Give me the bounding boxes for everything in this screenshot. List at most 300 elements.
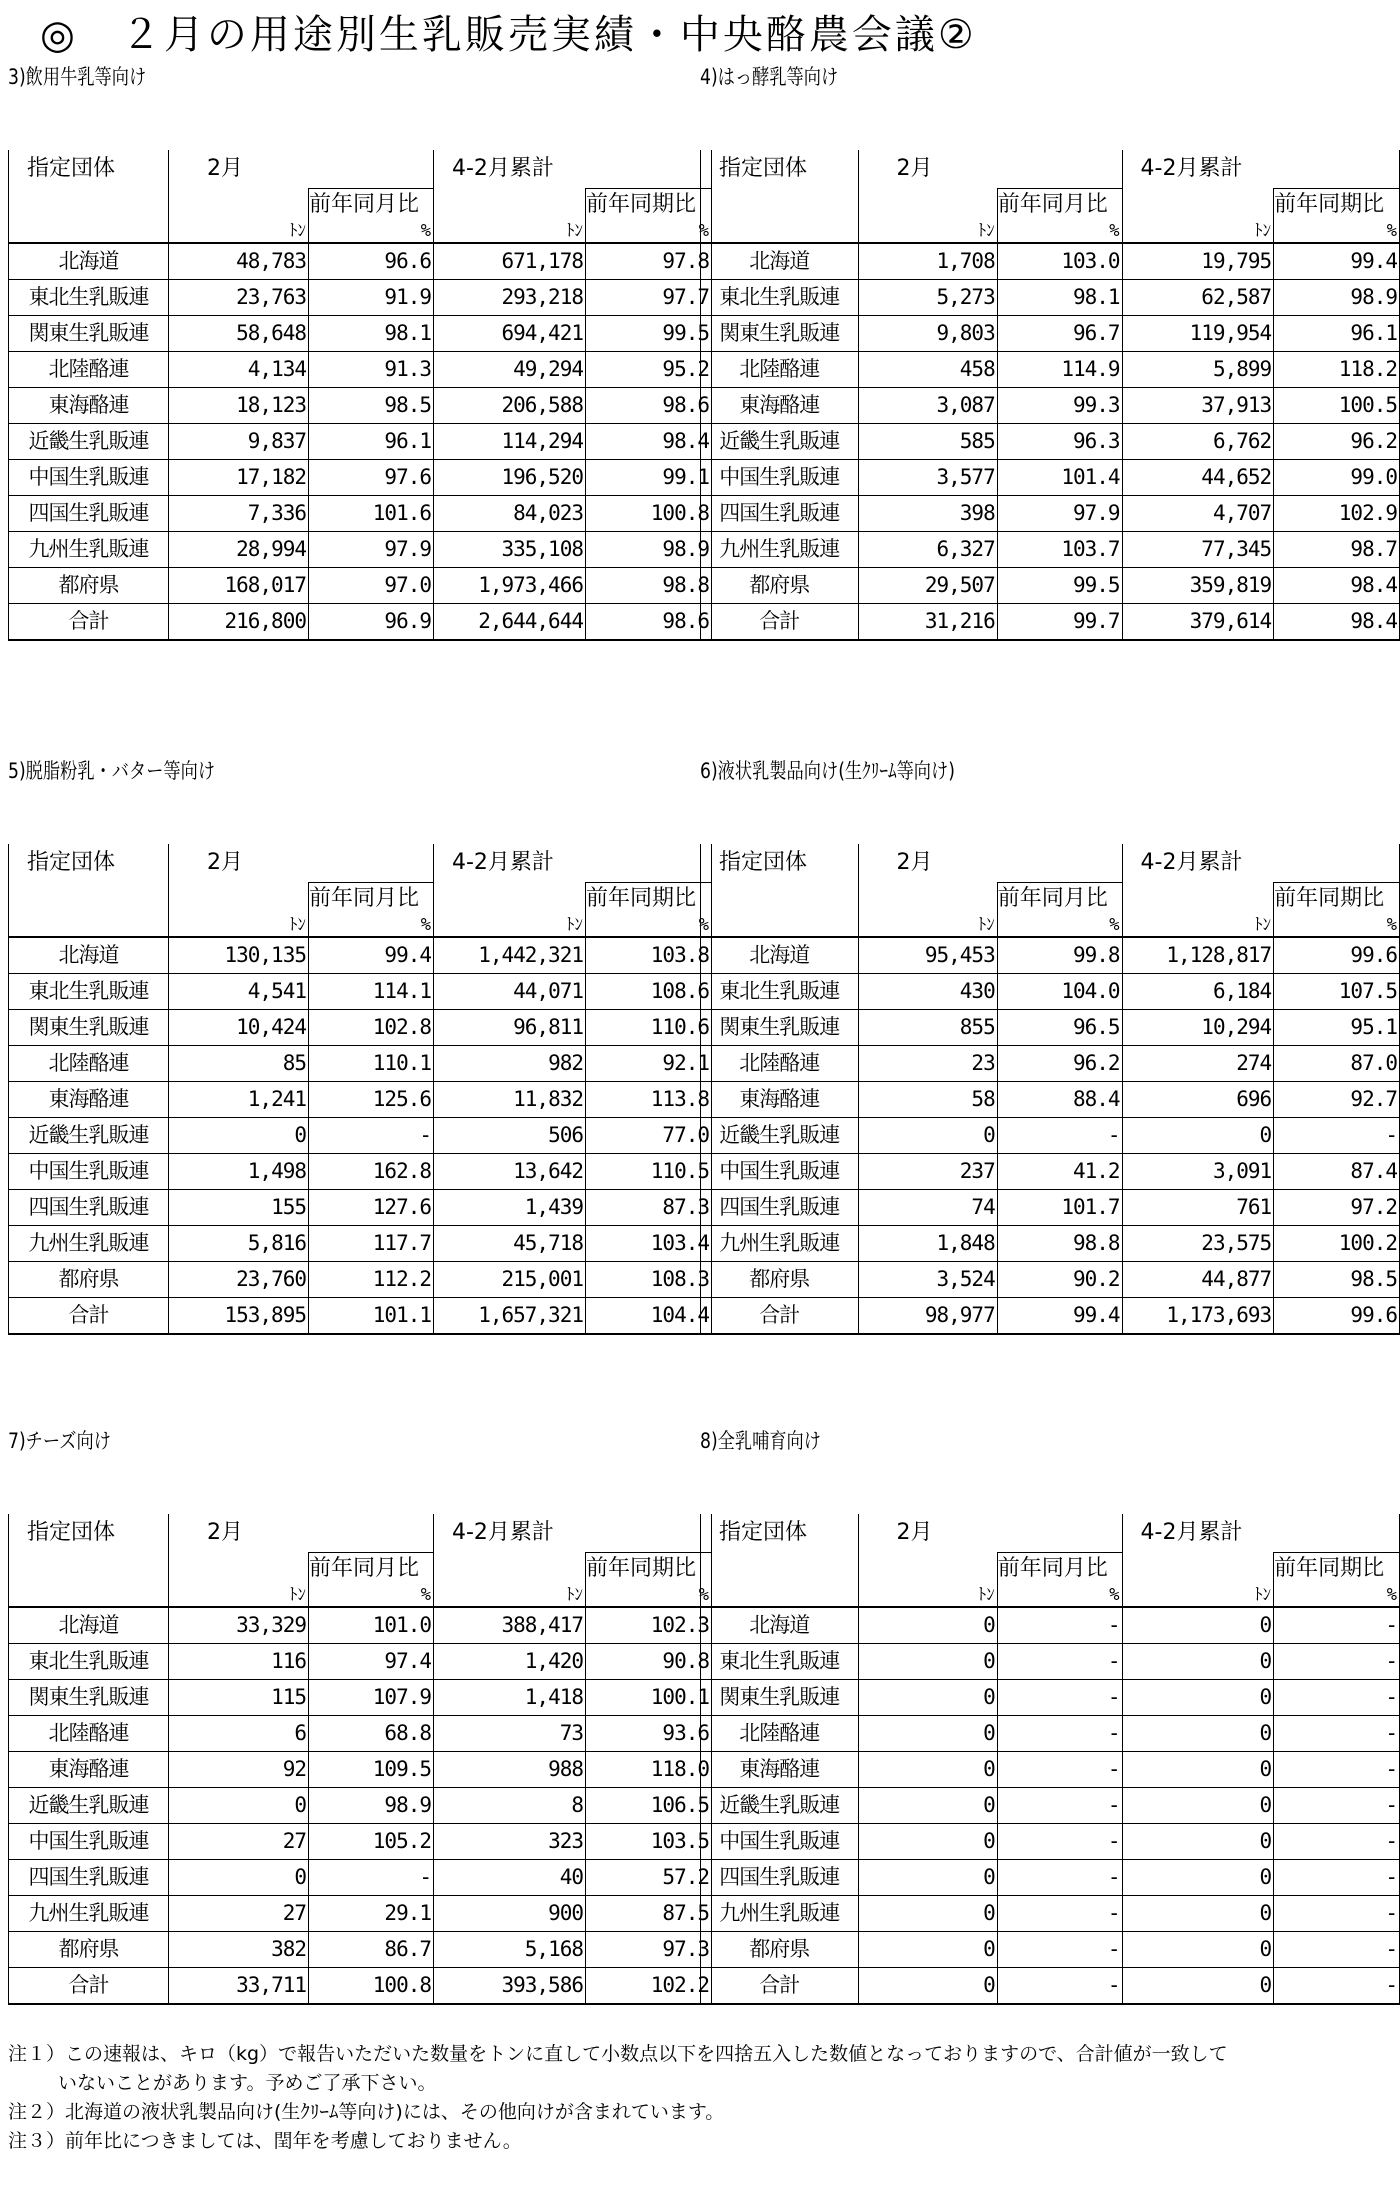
- row-value: 90.2: [997, 1261, 1122, 1297]
- row-value: -: [997, 1967, 1122, 2004]
- row-value: 96.3: [997, 423, 1122, 459]
- row-value: 107.9: [309, 1679, 434, 1715]
- row-org-name: 近畿生乳販連: [701, 423, 859, 459]
- row-org-name: 東海酪連: [9, 387, 169, 423]
- row-value: 112.2: [309, 1261, 434, 1297]
- row-value: 99.7: [997, 603, 1122, 640]
- row-org-name: 東海酪連: [701, 1081, 859, 1117]
- table-row: [701, 1751, 1400, 1787]
- row-value: -: [997, 1715, 1122, 1751]
- row-value: -: [997, 1751, 1122, 1787]
- row-value: 98.4: [1274, 603, 1400, 640]
- header-blank: [434, 188, 586, 221]
- row-value: 101.4: [997, 459, 1122, 495]
- table-row: [701, 459, 1400, 495]
- row-value: 113.8: [586, 1081, 712, 1117]
- section-title: 8)全乳哺育向け: [700, 1429, 822, 1453]
- table-row: [701, 1679, 1400, 1715]
- row-org-name: 四国生乳販連: [701, 495, 859, 531]
- row-value: -: [309, 1117, 434, 1153]
- row-value: 6,762: [1122, 423, 1274, 459]
- row-value: 99.3: [997, 387, 1122, 423]
- header-spacer: [701, 118, 859, 150]
- header-spacer: [434, 118, 586, 150]
- row-value: 97.9: [997, 495, 1122, 531]
- row-value: 99.0: [1274, 459, 1400, 495]
- header-spacer: [169, 1482, 309, 1514]
- table-row: [9, 1751, 712, 1787]
- table-row: [701, 567, 1400, 603]
- table-row: [9, 1045, 712, 1081]
- row-org-name: 東北生乳販連: [9, 973, 169, 1009]
- row-value: 49,294: [434, 351, 586, 387]
- table-row: [9, 351, 712, 387]
- row-value: 216,800: [169, 603, 309, 640]
- table-row: [701, 1153, 1400, 1189]
- row-value: 1,657,321: [434, 1297, 586, 1334]
- table-row: [701, 1081, 1400, 1117]
- row-value: 58,648: [169, 315, 309, 351]
- row-org-name: 東北生乳販連: [9, 279, 169, 315]
- row-value: 109.5: [309, 1751, 434, 1787]
- unit-pct: %: [997, 915, 1122, 937]
- row-value: 4,707: [1122, 495, 1274, 531]
- table-row: [701, 1607, 1400, 1644]
- unit-pct: %: [1274, 1585, 1400, 1607]
- row-value: 97.4: [309, 1643, 434, 1679]
- header-blank: [858, 1552, 997, 1585]
- row-value: 0: [858, 1787, 997, 1823]
- row-value: 98.4: [586, 423, 712, 459]
- row-value: 0: [1122, 1895, 1274, 1931]
- row-org-name: 都府県: [701, 1261, 859, 1297]
- row-value: 17,182: [169, 459, 309, 495]
- row-value: 117.7: [309, 1225, 434, 1261]
- row-value: 0: [169, 1787, 309, 1823]
- unit-pct: %: [309, 1585, 434, 1607]
- row-value: 900: [434, 1895, 586, 1931]
- unit-ton: ﾄﾝ: [1122, 221, 1274, 243]
- row-value: 0: [169, 1117, 309, 1153]
- row-value: 97.2: [1274, 1189, 1400, 1225]
- header-yoy-period: 前年同期比: [586, 882, 712, 915]
- row-org-name: 合計: [701, 603, 859, 640]
- row-value: 107.5: [1274, 973, 1400, 1009]
- row-value: 95.1: [1274, 1009, 1400, 1045]
- row-value: 27: [169, 1895, 309, 1931]
- row-value: 62,587: [1122, 279, 1274, 315]
- row-value: 1,973,466: [434, 567, 586, 603]
- row-value: 9,837: [169, 423, 309, 459]
- row-value: 1,498: [169, 1153, 309, 1189]
- row-value: 0: [858, 1859, 997, 1895]
- row-value: 1,439: [434, 1189, 586, 1225]
- row-value: 99.4: [1274, 243, 1400, 280]
- row-value: -: [997, 1117, 1122, 1153]
- header-blank: [309, 150, 434, 188]
- unit-ton: ﾄﾝ: [858, 1585, 997, 1607]
- header-blank: [1122, 1552, 1274, 1585]
- row-org-name: 北海道: [9, 1607, 169, 1644]
- row-value: 87.5: [586, 1895, 712, 1931]
- row-value: -: [997, 1931, 1122, 1967]
- sales-table: [700, 812, 1400, 1335]
- row-value: 0: [1122, 1607, 1274, 1644]
- table-row: [701, 387, 1400, 423]
- row-value: 91.9: [309, 279, 434, 315]
- row-org-name: 都府県: [9, 1261, 169, 1297]
- row-org-name: 関東生乳販連: [9, 315, 169, 351]
- table-row: [9, 603, 712, 640]
- header-cumulative: 4-2月累計: [1140, 1520, 1243, 1545]
- row-value: 0: [858, 1607, 997, 1644]
- row-org-name: 四国生乳販連: [9, 1189, 169, 1225]
- row-org-name: 都府県: [701, 567, 859, 603]
- row-org-name: 都府県: [9, 567, 169, 603]
- row-value: 23: [858, 1045, 997, 1081]
- row-value: 77,345: [1122, 531, 1274, 567]
- row-value: 585: [858, 423, 997, 459]
- row-org-name: 九州生乳販連: [9, 1225, 169, 1261]
- row-value: 96.2: [997, 1045, 1122, 1081]
- header-yoy-month: 前年同月比: [309, 882, 434, 915]
- row-value: 5,168: [434, 1931, 586, 1967]
- row-org-name: 都府県: [701, 1931, 859, 1967]
- unit-ton: ﾄﾝ: [434, 915, 586, 937]
- row-value: 105.2: [309, 1823, 434, 1859]
- row-value: 5,816: [169, 1225, 309, 1261]
- header-month: 2月: [207, 156, 243, 181]
- row-value: 1,173,693: [1122, 1297, 1274, 1334]
- row-value: 162.8: [309, 1153, 434, 1189]
- row-value: 98.5: [1274, 1261, 1400, 1297]
- row-value: 0: [858, 1895, 997, 1931]
- row-value: 87.0: [1274, 1045, 1400, 1081]
- table-row: [9, 315, 712, 351]
- row-org-name: 北陸酪連: [701, 1715, 859, 1751]
- row-org-name: 北海道: [9, 243, 169, 280]
- row-value: 206,588: [434, 387, 586, 423]
- header-yoy-month: 前年同月比: [997, 188, 1122, 221]
- row-value: 1,420: [434, 1643, 586, 1679]
- row-org-name: 九州生乳販連: [701, 1895, 859, 1931]
- unit-pct: %: [997, 221, 1122, 243]
- row-org-name: 中国生乳販連: [701, 1153, 859, 1189]
- row-org-name: 北陸酪連: [9, 351, 169, 387]
- row-value: 98.8: [997, 1225, 1122, 1261]
- row-value: 87.3: [586, 1189, 712, 1225]
- row-value: 96.5: [997, 1009, 1122, 1045]
- header-cumulative: 4-2月累計: [1140, 850, 1243, 875]
- row-value: 3,524: [858, 1261, 997, 1297]
- sales-table: [700, 1482, 1400, 2005]
- row-value: -: [997, 1895, 1122, 1931]
- table-row: [9, 1261, 712, 1297]
- row-org-name: 関東生乳販連: [701, 1679, 859, 1715]
- row-org-name: 東北生乳販連: [701, 973, 859, 1009]
- table-row: [9, 1153, 712, 1189]
- header-org: 指定団体: [9, 844, 169, 882]
- row-value: 100.1: [586, 1679, 712, 1715]
- header-org: 指定団体: [9, 150, 169, 188]
- row-value: 0: [858, 1931, 997, 1967]
- row-value: 0: [1122, 1823, 1274, 1859]
- row-value: 359,819: [1122, 567, 1274, 603]
- note-2: 注２）北海道の液状乳製品向け(生ｸﾘｰﾑ等向け)には、その他向けが含まれています。: [8, 2101, 725, 2123]
- header-spacer: [858, 1482, 997, 1514]
- row-value: 0: [1122, 1117, 1274, 1153]
- row-value: 8: [434, 1787, 586, 1823]
- header-blank: [858, 882, 997, 915]
- table-row: [701, 1823, 1400, 1859]
- header-org: 指定団体: [701, 844, 859, 882]
- table-row: [9, 279, 712, 315]
- unit-ton: ﾄﾝ: [858, 221, 997, 243]
- unit-ton: ﾄﾝ: [858, 915, 997, 937]
- header-cumulative: 4-2月累計: [1140, 156, 1243, 181]
- section-title: 5)脱脂粉乳・バター等向け: [8, 759, 216, 783]
- row-value: 103.7: [997, 531, 1122, 567]
- header-blank: [9, 221, 169, 243]
- unit-ton: ﾄﾝ: [1122, 915, 1274, 937]
- header-spacer: [586, 812, 712, 844]
- unit-ton: ﾄﾝ: [434, 1585, 586, 1607]
- row-value: 101.1: [309, 1297, 434, 1334]
- row-value: 382: [169, 1931, 309, 1967]
- row-value: 130,135: [169, 937, 309, 974]
- row-org-name: 東北生乳販連: [701, 1643, 859, 1679]
- table-row: [9, 1715, 712, 1751]
- row-value: 988: [434, 1751, 586, 1787]
- row-value: 45,718: [434, 1225, 586, 1261]
- row-value: 11,832: [434, 1081, 586, 1117]
- row-value: 99.5: [586, 315, 712, 351]
- row-value: 2,644,644: [434, 603, 586, 640]
- unit-ton: ﾄﾝ: [1122, 1585, 1274, 1607]
- header-cumulative: 4-2月累計: [452, 156, 554, 181]
- row-org-name: 東海酪連: [701, 387, 859, 423]
- note-1: 注１）この速報は、キロ（kg）で報告いただいた数量をトンに直して小数点以下を四捨五入した数値となっておりますので、合計値が一致して: [8, 2043, 1228, 2065]
- row-value: -: [997, 1823, 1122, 1859]
- row-value: -: [1274, 1679, 1400, 1715]
- row-org-name: 中国生乳販連: [701, 1823, 859, 1859]
- row-value: 0: [858, 1751, 997, 1787]
- header-blank: [9, 915, 169, 937]
- row-value: 0: [1122, 1859, 1274, 1895]
- row-value: 108.6: [586, 973, 712, 1009]
- row-org-name: 東海酪連: [9, 1751, 169, 1787]
- table-row: [701, 1643, 1400, 1679]
- section-title: 6)液状乳製品向け(生ｸﾘｰﾑ等向け): [700, 759, 955, 783]
- row-org-name: 近畿生乳販連: [9, 423, 169, 459]
- row-value: 155: [169, 1189, 309, 1225]
- row-value: 96,811: [434, 1009, 586, 1045]
- row-value: 37,913: [1122, 387, 1274, 423]
- row-value: 114.9: [997, 351, 1122, 387]
- row-value: 33,329: [169, 1607, 309, 1644]
- table-row: [701, 1787, 1400, 1823]
- header-spacer: [997, 118, 1122, 150]
- header-blank: [1274, 150, 1400, 188]
- table-row: [9, 1931, 712, 1967]
- row-value: -: [1274, 1607, 1400, 1644]
- row-value: 100.5: [1274, 387, 1400, 423]
- row-org-name: 関東生乳販連: [701, 1009, 859, 1045]
- header-spacer: [858, 118, 997, 150]
- row-value: 0: [1122, 1751, 1274, 1787]
- row-value: 44,652: [1122, 459, 1274, 495]
- row-value: 0: [169, 1859, 309, 1895]
- row-value: 95.2: [586, 351, 712, 387]
- row-value: -: [1274, 1967, 1400, 2004]
- row-value: 92.1: [586, 1045, 712, 1081]
- table-row: [701, 1715, 1400, 1751]
- header-spacer: [309, 1482, 434, 1514]
- row-value: 91.3: [309, 351, 434, 387]
- row-value: 6,184: [1122, 973, 1274, 1009]
- row-org-name: 東海酪連: [701, 1751, 859, 1787]
- table-row: [9, 1297, 712, 1334]
- row-value: 92.7: [1274, 1081, 1400, 1117]
- sales-table: [8, 118, 712, 641]
- row-value: 100.2: [1274, 1225, 1400, 1261]
- row-value: -: [1274, 1643, 1400, 1679]
- notes: [8, 2040, 1388, 2156]
- row-value: 10,294: [1122, 1009, 1274, 1045]
- row-value: 86.7: [309, 1931, 434, 1967]
- row-value: 215,001: [434, 1261, 586, 1297]
- unit-pct: %: [586, 221, 712, 243]
- row-org-name: 中国生乳販連: [701, 459, 859, 495]
- row-value: 127.6: [309, 1189, 434, 1225]
- unit-ton: ﾄﾝ: [434, 221, 586, 243]
- row-value: 696: [1122, 1081, 1274, 1117]
- header-spacer: [858, 812, 997, 844]
- header-blank: [586, 844, 712, 882]
- row-value: 100.8: [586, 495, 712, 531]
- table-row: [9, 1607, 712, 1644]
- row-value: 99.6: [1274, 1297, 1400, 1334]
- row-org-name: 中国生乳販連: [9, 1153, 169, 1189]
- header-blank: [701, 915, 859, 937]
- row-value: 0: [1122, 1787, 1274, 1823]
- row-value: 7,336: [169, 495, 309, 531]
- row-org-name: 北陸酪連: [9, 1045, 169, 1081]
- header-blank: [309, 844, 434, 882]
- table-row: [701, 315, 1400, 351]
- row-value: 96.9: [309, 603, 434, 640]
- row-value: -: [1274, 1859, 1400, 1895]
- row-value: 3,091: [1122, 1153, 1274, 1189]
- row-org-name: 北陸酪連: [701, 351, 859, 387]
- row-value: 97.7: [586, 279, 712, 315]
- row-value: 96.2: [1274, 423, 1400, 459]
- header-spacer: [169, 812, 309, 844]
- row-org-name: 関東生乳販連: [9, 1009, 169, 1045]
- table-row: [701, 495, 1400, 531]
- header-blank: [701, 188, 859, 221]
- unit-pct: %: [1274, 221, 1400, 243]
- header-blank: [997, 844, 1122, 882]
- row-value: 97.9: [309, 531, 434, 567]
- header-blank: [9, 1585, 169, 1607]
- row-value: 99.4: [997, 1297, 1122, 1334]
- row-value: 379,614: [1122, 603, 1274, 640]
- sales-table: [700, 118, 1400, 641]
- table-row: [9, 243, 712, 280]
- table-row: [9, 937, 712, 974]
- header-org: 指定団体: [701, 1514, 859, 1552]
- row-value: 98.5: [309, 387, 434, 423]
- row-value: 855: [858, 1009, 997, 1045]
- row-value: 28,994: [169, 531, 309, 567]
- table-row: [9, 1823, 712, 1859]
- row-value: 1,418: [434, 1679, 586, 1715]
- row-value: 98.9: [1274, 279, 1400, 315]
- header-blank: [169, 188, 309, 221]
- row-org-name: 四国生乳販連: [9, 495, 169, 531]
- row-value: 1,848: [858, 1225, 997, 1261]
- row-value: 23,575: [1122, 1225, 1274, 1261]
- table-row: [701, 1045, 1400, 1081]
- row-org-name: 九州生乳販連: [701, 531, 859, 567]
- row-org-name: 合計: [701, 1297, 859, 1334]
- row-value: 101.7: [997, 1189, 1122, 1225]
- table-row: [701, 351, 1400, 387]
- row-value: 99.8: [997, 937, 1122, 974]
- row-org-name: 北海道: [701, 243, 859, 280]
- header-spacer: [9, 812, 169, 844]
- row-org-name: 合計: [9, 1967, 169, 2004]
- header-yoy-period: 前年同期比: [1274, 188, 1400, 221]
- row-value: 335,108: [434, 531, 586, 567]
- row-org-name: 北海道: [701, 937, 859, 974]
- header-blank: [1122, 882, 1274, 915]
- header-blank: [1122, 188, 1274, 221]
- row-value: 0: [858, 1117, 997, 1153]
- row-value: 6: [169, 1715, 309, 1751]
- row-value: -: [1274, 1823, 1400, 1859]
- row-value: 3,087: [858, 387, 997, 423]
- header-cumulative: 4-2月累計: [452, 1520, 554, 1545]
- table-row: [9, 1009, 712, 1045]
- row-value: 41.2: [997, 1153, 1122, 1189]
- row-value: 103.8: [586, 937, 712, 974]
- row-value: 102.8: [309, 1009, 434, 1045]
- row-value: 103.4: [586, 1225, 712, 1261]
- row-value: 0: [858, 1679, 997, 1715]
- row-value: 196,520: [434, 459, 586, 495]
- row-value: 98.6: [586, 603, 712, 640]
- row-value: -: [1274, 1715, 1400, 1751]
- row-value: 98.8: [586, 567, 712, 603]
- row-value: 0: [1122, 1679, 1274, 1715]
- table-row: [701, 1189, 1400, 1225]
- sales-table: [8, 812, 712, 1335]
- header-spacer: [1122, 118, 1274, 150]
- table-row: [9, 973, 712, 1009]
- row-value: 95,453: [858, 937, 997, 974]
- row-value: 97.0: [309, 567, 434, 603]
- header-blank: [9, 188, 169, 221]
- row-org-name: 北海道: [9, 937, 169, 974]
- row-value: 99.5: [997, 567, 1122, 603]
- section-title: 7)チーズ向け: [8, 1429, 111, 1453]
- table-row: [9, 1895, 712, 1931]
- row-org-name: 北陸酪連: [701, 1045, 859, 1081]
- row-value: 102.9: [1274, 495, 1400, 531]
- row-value: 44,071: [434, 973, 586, 1009]
